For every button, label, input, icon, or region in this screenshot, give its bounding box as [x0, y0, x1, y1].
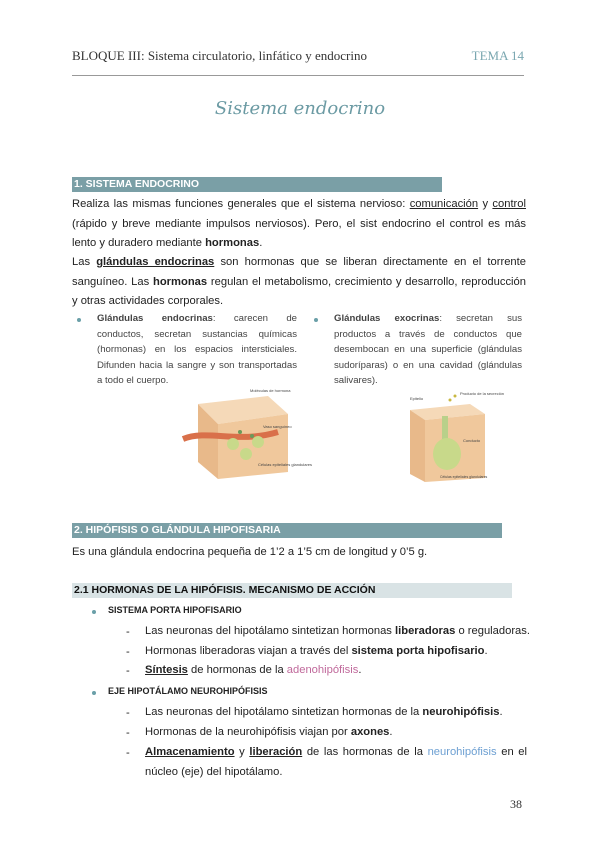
dash-marker: -	[126, 665, 130, 677]
text: regulan el metabolismo, crecimiento y desarrollo, reproducción y otras actividades corporales.	[72, 275, 526, 307]
dash-marker: -	[126, 646, 130, 658]
text: Las neuronas del hipotálamo sintetizan hormonas	[145, 625, 396, 637]
text: Hormonas liberadoras viajan a través del	[145, 645, 352, 657]
page-header	[72, 48, 524, 70]
term-glandulas-endocrinas: glándulas endocrinas	[96, 256, 215, 268]
term-control: control	[492, 198, 526, 210]
list-item	[145, 743, 527, 782]
section-2-paragraph: Es una glándula endocrina pequeña de 1’2 a 1’5 cm de longitud y 0’5 g.	[72, 546, 428, 558]
secretory-unit	[433, 438, 461, 470]
text: son hormonas que se liberan directamente en el torrente sanguíneo. Las	[72, 256, 526, 288]
figure-label: Moléculas de hormona	[250, 388, 291, 393]
text: : secretan sus productos a través de conductos que desembocan en una superficie (glándulas sudoríparas) o en una cavidad (glándulas salivares).	[334, 313, 522, 386]
figure-label: Células epiteliales glandulares	[440, 475, 488, 479]
term-glandulas-exocrinas: Glándulas exocrinas	[334, 313, 440, 324]
hormone-molecule	[250, 434, 254, 438]
endocrine-glands-text	[97, 311, 297, 389]
list-item	[145, 703, 503, 723]
header-divider	[72, 75, 524, 76]
list-item	[145, 622, 530, 642]
header-block-title: BLOQUE III: Sistema circulatorio, linfático y endocrino	[72, 48, 367, 63]
term: liberación	[249, 746, 303, 758]
subheading-sistema-porta: SISTEMA PORTA HIPOFISARIO	[108, 605, 242, 615]
term: Almacenamiento	[145, 746, 235, 758]
secretion-droplet	[449, 399, 452, 402]
term-comunicacion: comunicación	[409, 198, 479, 210]
gland-cell	[240, 448, 252, 460]
text: : carecen de conductos, secretan sustancias químicas (hormonas) en los espacios intersticiales. Difunden hacia la sangre y son transportadas a todo el cuerpo.	[97, 313, 297, 386]
text: .	[259, 237, 263, 249]
page-title: Sistema endocrino	[214, 98, 386, 119]
section-2-1-heading: 2.1 HORMONAS DE LA HIPÓFISIS. MECANISMO DE ACCIÓN	[72, 583, 512, 598]
dash-marker: -	[126, 626, 130, 638]
term-neurohipofisis: neurohipófisis	[427, 746, 497, 758]
header-topic: TEMA 14	[471, 48, 524, 63]
figure-label: Conducto	[463, 438, 481, 443]
dash-marker: -	[126, 727, 130, 739]
dash-marker: -	[126, 707, 130, 719]
figure-label: Vaso sanguíneo	[263, 424, 292, 429]
text: en el núcleo (eje) del hipotálamo.	[145, 746, 527, 778]
bullet-icon	[92, 610, 96, 614]
figure-label: Células epiteliales glandulares	[258, 462, 313, 467]
list-item	[145, 642, 488, 662]
text: .	[358, 664, 362, 676]
bullet-icon	[314, 318, 318, 322]
bullet-icon	[92, 691, 96, 695]
term-hormonas: hormonas	[153, 275, 208, 288]
text: de las hormonas de la	[302, 746, 428, 758]
list-item	[145, 661, 361, 681]
text: .	[389, 726, 393, 738]
term-glandulas-endocrinas: Glándulas endocrinas	[97, 313, 213, 324]
figure-label: Epitelio	[410, 396, 424, 401]
term: axones	[350, 726, 390, 738]
subheading-eje-hipotalamo: EJE HIPOTÁLAMO NEUROHIPÓFISIS	[108, 686, 268, 696]
exocrine-glands-text	[334, 311, 522, 389]
gland-cell	[227, 438, 239, 450]
endocrine-gland-figure	[178, 384, 313, 484]
section-2-heading: 2. HIPÓFISIS O GLÁNDULA HIPOFISARIA	[72, 523, 502, 538]
exocrine-gland-figure	[405, 390, 505, 490]
secretion-droplet	[454, 395, 457, 398]
text: (rápido y breve mediante impulsos nerviosos). Pero, el sist endocrino el control es más lento y duradero mediante	[72, 217, 526, 249]
term: liberadoras	[395, 625, 456, 637]
text: Las neuronas del hipotálamo sintetizan hormonas de la	[145, 706, 423, 718]
text: .	[484, 645, 488, 657]
text: Realiza las mismas funciones generales que el sistema nervioso:	[72, 198, 410, 210]
text: de hormonas de la	[187, 664, 287, 676]
text: y	[234, 746, 250, 758]
section-1-paragraph-2	[72, 253, 526, 312]
text: y	[478, 198, 493, 210]
term-hormonas: hormonas	[205, 237, 260, 249]
term: neurohipófisis	[422, 706, 500, 718]
term: Síntesis	[145, 664, 188, 676]
hormone-molecule	[238, 430, 242, 434]
gland-cell	[252, 436, 264, 448]
dash-marker: -	[126, 747, 130, 759]
text: Hormonas de la neurohipófisis viajan por	[145, 726, 351, 738]
bullet-icon	[77, 318, 81, 322]
term: sistema porta hipofisario	[351, 645, 485, 657]
section-1-heading: 1. SISTEMA ENDOCRINO	[72, 177, 442, 192]
term-adenohipofisis: adenohipófisis	[286, 664, 359, 676]
text: Las	[72, 256, 97, 268]
text: .	[499, 706, 503, 718]
text: o reguladoras.	[455, 625, 530, 637]
page-number: 38	[510, 797, 522, 811]
section-1-paragraph-1	[72, 195, 526, 254]
figure-left-face	[410, 410, 425, 482]
list-item	[145, 723, 393, 743]
figure-label: Producto de la secreción	[460, 391, 505, 396]
